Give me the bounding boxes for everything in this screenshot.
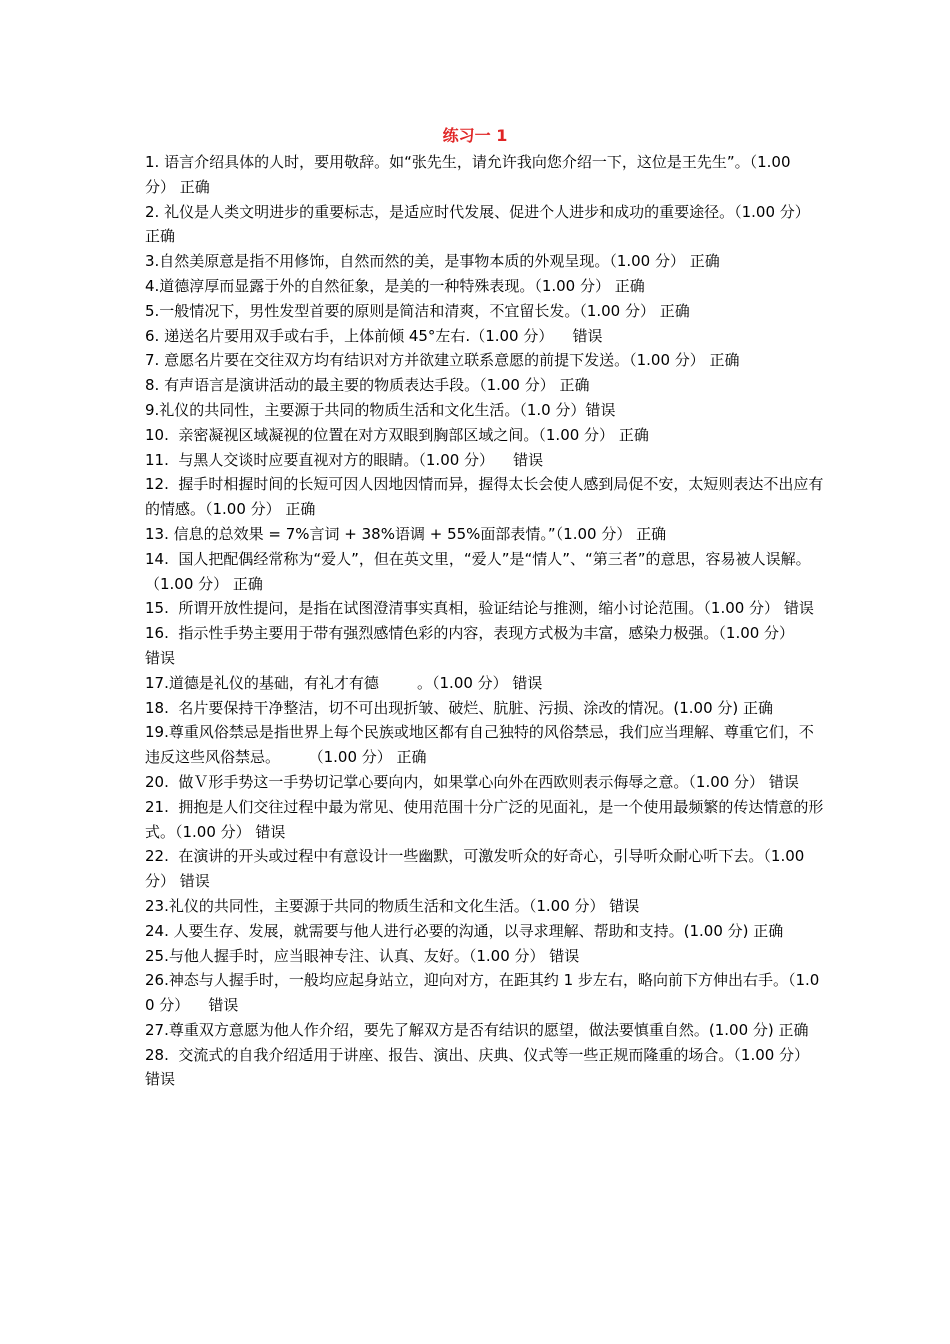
question-item: 2. 礼仪是人类文明进步的重要标志，是适应时代发展、促进个人进步和成功的重要途径。（1.00 分） 正确 [145, 202, 815, 246]
question-item: 22. 在演讲的开头或过程中有意设计一些幽默，可激发听众的好奇心，引导听众耐心听下去。（1.00 分） 错误 [145, 847, 810, 891]
question-item: 15. 所谓开放性提问，是指在试图澄清事实真相，验证结论与推测，缩小讨论范围。（1.00 分） 错误 [145, 599, 814, 618]
question-item: 28. 交流式的自我介绍适用于讲座、报告、演出、庆典、仪式等一些正规而隆重的场合。（1.00 分） 错误 [145, 1045, 814, 1089]
question-item: 24. 人要生存、发展，就需要与他人进行必要的沟通，以寻求理解、帮助和支持。(1.00 分) 正确 [145, 921, 784, 940]
question-item: 20. 做Ｖ形手势这一手势切记掌心要向内，如果掌心向外在西欧则表示侮辱之意。（1.00 分） 错误 [145, 772, 799, 791]
question-item: 21. 拥抱是人们交往过程中最为常见、使用范围十分广泛的见面礼，是一个使用最频繁的传达情意的形式。（1.00 分） 错误 [145, 797, 824, 841]
document-title: 练习一 1 [442, 126, 508, 145]
question-item: 14. 国人把配偶经常称为“爱人”，但在英文里，“爱人”是“情人”、“第三者”的意思，容易被人误解。（1.00 分） 正确 [145, 549, 811, 593]
question-item: 8. 有声语言是演讲活动的最主要的物质表达手段。（1.00 分） 正确 [145, 376, 590, 395]
question-item: 10. 亲密凝视区域凝视的位置在对方双眼到胸部区域之间。（1.00 分） 正确 [145, 425, 649, 444]
question-item: 17.道德是礼仪的基础，有礼才有德 。（1.00 分） 错误 [145, 673, 543, 692]
question-item: 16. 指示性手势主要用于带有强烈感情色彩的内容，表现方式极为丰富，感染力极强。（1.00 分） 错误 [145, 624, 814, 667]
question-item: 7. 意愿名片要在交往双方均有结识对方并欲建立联系意愿的前提下发送。（1.00 分） 正确 [145, 351, 740, 370]
question-item: 23.礼仪的共同性，主要源于共同的物质生活和文化生活。（1.00 分） 错误 [145, 896, 640, 915]
question-item: 9.礼仪的共同性，主要源于共同的物质生活和文化生活。（1.0 分）错误 [145, 400, 616, 419]
question-item: 1. 语言介绍具体的人时，要用敬辞。如“张先生，请允许我向您介绍一下，这位是王先生”。（1.00 分） 正确 [145, 153, 796, 196]
question-item: 18. 名片要保持干净整洁，切不可出现折皱、破烂、肮脏、污损、涂改的情况。(1.00 分) 正确 [145, 698, 774, 717]
question-item: 13. 信息的总效果 = 7%言词 + 38%语调 + 55%面部表情。”（1.00 分） 正确 [145, 524, 667, 543]
question-item: 5.一般情况下，男性发型首要的原则是简洁和清爽，不宜留长发。（1.00 分） 正确 [145, 301, 690, 320]
question-item: 6. 递送名片要用双手或右手，上体前倾 45°左右.（1.00 分） 错误 [145, 326, 603, 345]
question-item: 3.自然美原意是指不用修饰，自然而然的美，是事物本质的外观呈现。（1.00 分） 正确 [145, 252, 720, 271]
question-item: 26.神态与人握手时，一般均应起身站立，迎向对方，在距其约 1 步左右，略向前下方伸出右手。（1.00 分） 错误 [145, 971, 820, 1015]
question-item: 19.尊重风俗禁忌是指世界上每个民族或地区都有自己独特的风俗禁忌，我们应当理解、尊重它们，不违反这些风俗禁忌。 （1.00 分） 正确 [145, 723, 814, 767]
question-item: 11. 与黑人交谈时应要直视对方的眼睛。（1.00 分） 错误 [145, 450, 544, 469]
question-item: 4.道德淳厚而显露于外的自然征象，是美的一种特殊表现。（1.00 分） 正确 [145, 276, 645, 295]
question-list [145, 150, 825, 1092]
question-item: 25.与他人握手时，应当眼神专注、认真、友好。（1.00 分） 错误 [145, 946, 580, 965]
question-item: 27.尊重双方意愿为他人作介绍，要先了解双方是否有结识的愿望，做法要慎重自然。(1.00 分) 正确 [145, 1020, 809, 1039]
question-item: 12. 握手时相握时间的长短可因人因地因情而异，握得太长会使人感到局促不安，太短则表达不出应有的情感。（1.00 分） 正确 [145, 475, 824, 519]
